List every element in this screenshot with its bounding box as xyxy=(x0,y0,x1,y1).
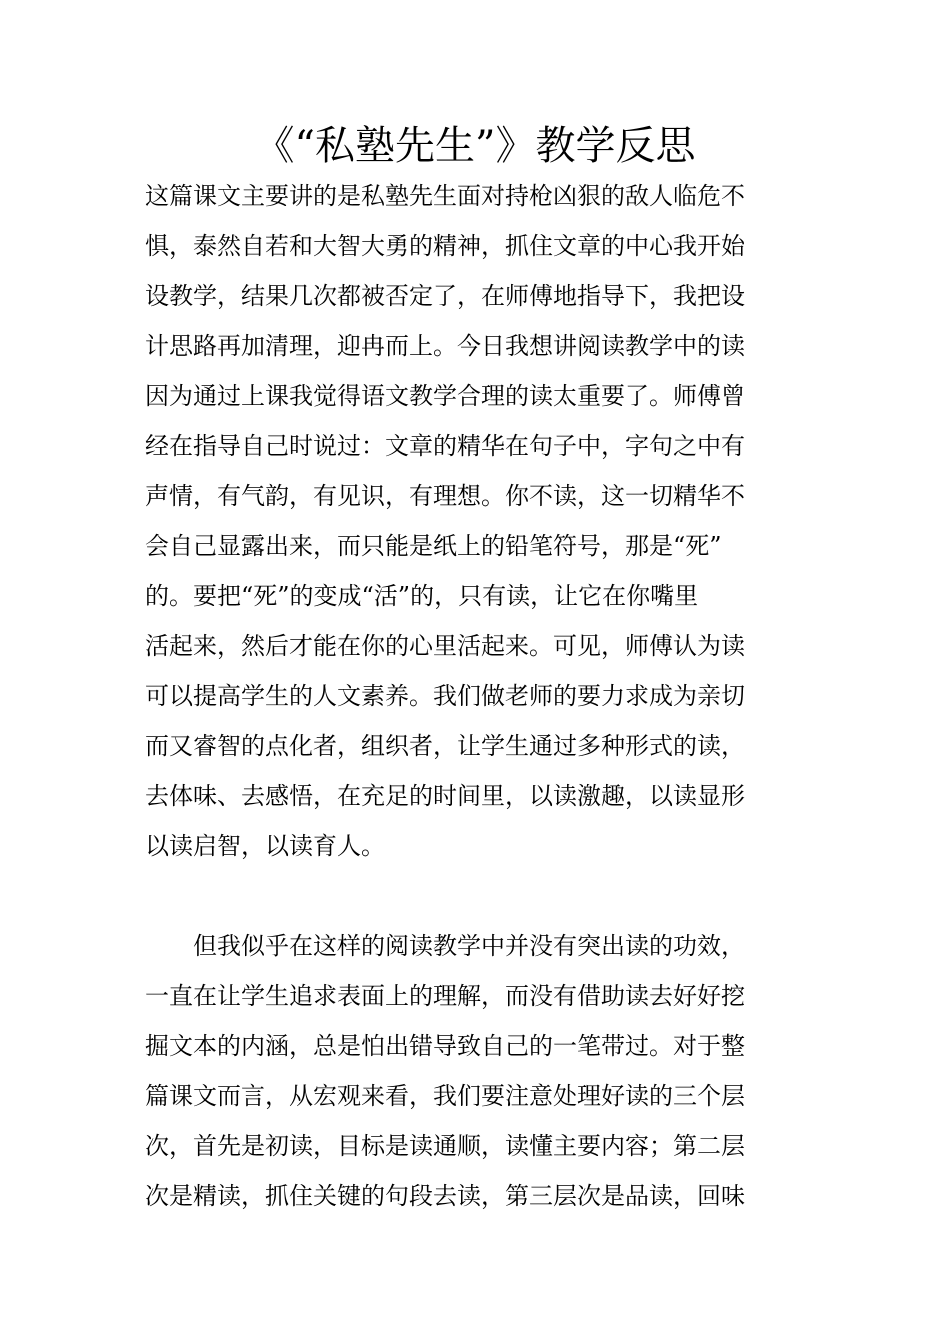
text-line: 以读启智，以读育人。 xyxy=(145,832,385,860)
text-line: 但我似乎在这样的阅读教学中并没有突出读的功效， xyxy=(145,932,745,960)
document-body xyxy=(145,171,810,1221)
text-line: 去体味、去感悟，在充足的时间里，以读激趣，以读显形 xyxy=(145,782,745,810)
text-line: 会自己显露出来，而只能是纸上的铅笔符号，那是“死” xyxy=(145,532,722,560)
text-line: 活起来，然后才能在你的心里活起来。可见，师傅认为读 xyxy=(145,632,745,660)
text-line: 而又睿智的点化者，组织者，让学生通过多种形式的读， xyxy=(145,732,745,760)
paragraph-spacer xyxy=(145,871,810,921)
paragraph-2 xyxy=(145,921,810,1221)
text-line: 次是精读，抓住关键的句段去读，第三层次是品读，回味 xyxy=(145,1182,745,1210)
text-line: 经在指导自己时说过：文章的精华在句子中，字句之中有 xyxy=(145,432,745,460)
text-line: 这篇课文主要讲的是私塾先生面对持枪凶狠的敌人临危不 xyxy=(145,182,745,210)
text-line: 可以提高学生的人文素养。我们做老师的要力求成为亲切 xyxy=(145,682,745,710)
document-title: 《“私塾先生”》教学反思 xyxy=(254,123,696,169)
text-line: 的。要把“死”的变成“活”的，只有读，让它在你嘴里 xyxy=(145,582,699,610)
text-line: 计思路再加清理，迎冉而上。今日我想讲阅读教学中的读 xyxy=(145,332,745,360)
text-line: 掘文本的内涵，总是怕出错导致自己的一笔带过。对于整 xyxy=(145,1032,745,1060)
paragraph-1 xyxy=(145,171,810,871)
text-line: 设教学，结果几次都被否定了，在师傅地指导下，我把设 xyxy=(145,282,745,310)
text-line: 因为通过上课我觉得语文教学合理的读太重要了。师傅曾 xyxy=(145,382,745,410)
text-line: 声情，有气韵，有见识，有理想。你不读，这一切精华不 xyxy=(145,482,745,510)
text-line: 一直在让学生追求表面上的理解，而没有借助读去好好挖 xyxy=(145,982,745,1010)
text-line: 惧，泰然自若和大智大勇的精神，抓住文章的中心我开始 xyxy=(145,232,745,260)
text-line: 次，首先是初读，目标是读通顺，读懂主要内容；第二层 xyxy=(145,1132,745,1160)
text-line: 篇课文而言，从宏观来看，我们要注意处理好读的三个层 xyxy=(145,1082,745,1110)
